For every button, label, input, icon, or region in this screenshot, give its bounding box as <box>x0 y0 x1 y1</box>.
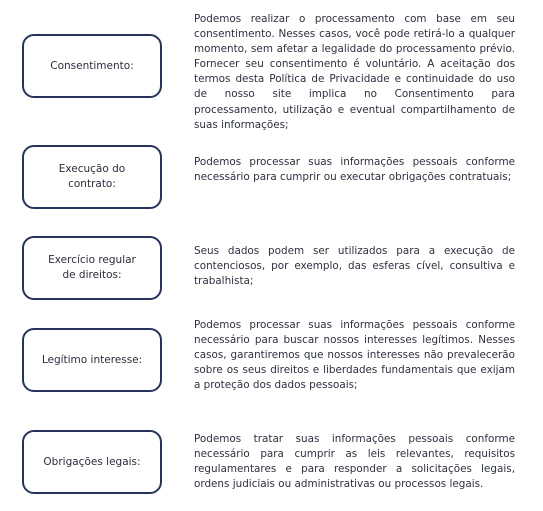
legal-basis-label-box <box>22 34 162 98</box>
legal-basis-label-box <box>22 430 162 494</box>
legal-basis-label: Consentimento: <box>50 59 134 72</box>
legal-basis-description: Seus dados podem ser utilizados para a execução de contenciosos, por exemplo, das esferas cível, consultiva e trabalhista; <box>194 245 515 288</box>
legal-basis-label-box <box>22 236 162 300</box>
legal-basis-label-box <box>22 328 162 392</box>
legal-basis-label: Obrigações legais: <box>43 455 141 468</box>
legal-basis-label: Exercício regular de direitos: <box>48 254 136 281</box>
legal-basis-description: Podemos processar suas informações pessoais conforme necessário para cumprir ou executar obrigações contratuais; <box>194 156 515 184</box>
legal-basis-description: Podemos tratar suas informações pessoais conforme necessário para cumprir as leis relevantes, requisitos regulamentares e para responder a solicitações legais, ordens judiciais ou administrativas ou processos legais. <box>194 433 515 491</box>
legal-basis-description: Podemos realizar o processamento com base em seu consentimento. Nesses casos, você pode retirá-lo a qualquer momento, sem afetar a legalidade do processamento prévio. Fornecer seu consentimento é voluntário. A aceitação dos termos desta Política de Privacidade e continuidade do uso de nosso site implica no Consentimento para processamento, utilização e eventual compartilhamento de suas informações; <box>194 13 515 131</box>
legal-basis-description: Podemos processar suas informações pessoais conforme necessário para buscar nossos interesses legítimos. Nesses casos, garantiremos que nossos interesses não prevalecerão sobre os seus direitos e liberdades fundamentais que exijam a proteção dos dados pessoais; <box>194 319 515 392</box>
legal-basis-label: Legítimo interesse: <box>41 353 143 366</box>
legal-basis-label: Execução do contrato: <box>58 163 126 190</box>
legal-basis-label-box <box>22 145 162 209</box>
